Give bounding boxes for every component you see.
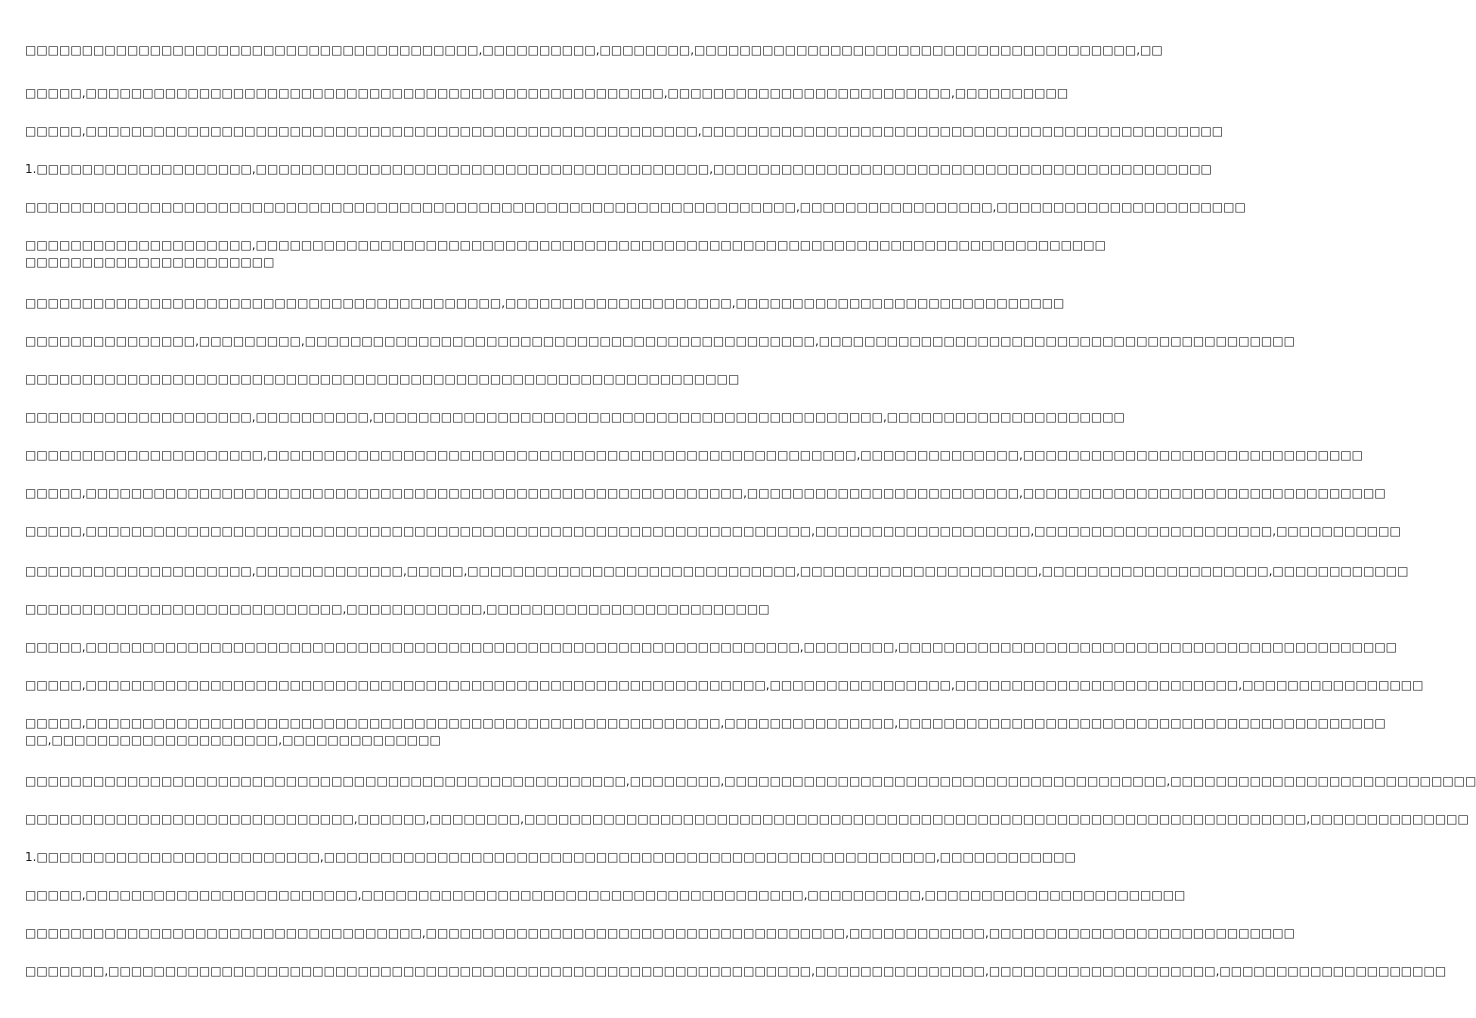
paragraph-1: □□□□□□□□□□□□□□□□□□□□□□□□□□□□□□□□□□□□□□□□,□□□□□□□□□□,□□□□□□□□,□□□□□□□□□□□□□□□□□□□□□□□□□□□□□□□□□□□□□□□,□□ [25, 43, 1163, 57]
paragraph-5: □□□□□□□□□□□□□□□□□□□□□□□□□□□□□□□□□□□□□□□□□□□□□□□□□□□□□□□□□□□□□□□□□□□□,□□□□□□□□□□□□□□□□□,□□□□□□□□□□□□□□□□□□□□□□ [25, 200, 1246, 214]
paragraph-24: □□□□□□□,□□□□□□□□□□□□□□□□□□□□□□□□□□□□□□□□□□□□□□□□□□□□□□□□□□□□□□□□□□□□□□,□□□□□□□□□□□□□□□,□□□□□□□□□□□□□□□□□□□□,□□□□□□□□□□□□□□□□□□□□ [25, 964, 1447, 978]
paragraph-6: □□□□□□□□□□□□□□□□□□□□,□□□□□□□□□□□□□□□□□□□□□□□□□□□□□□□□□□□□□□□□□□□□□□□□□□□□□□□□□□□□□□□□□□□□□□□□□□□ □□□□□□□□□□□□□□□□□□□□□□ [25, 238, 1106, 269]
paragraph-14: □□□□□□□□□□□□□□□□□□□□,□□□□□□□□□□□□□,□□□□□,□□□□□□□□□□□□□□□□□□□□□□□□□□□□□,□□□□□□□□□□□□□□□□□□□□□,□□□□□□□□□□□□□□□□□□□□,□□□□□□□□□□□□ [25, 564, 1409, 578]
paragraph-20: □□□□□□□□□□□□□□□□□□□□□□□□□□□□□,□□□□□□,□□□□□□□□,□□□□□□□□□□□□□□□□□□□□□□□□□□□□□□□□□□□□□□□□□□□□□□□□□□□□□□□□□□□□□□□□□□□□□,□□□□□□□□□□□□□□ [25, 812, 1469, 826]
paragraph-3: □□□□□,□□□□□□□□□□□□□□□□□□□□□□□□□□□□□□□□□□□□□□□□□□□□□□□□□□□□□□,□□□□□□□□□□□□□□□□□□□□□□□□□□□□□□□□□□□□□□□□□□□□□□ [25, 124, 1224, 138]
paragraph-7: □□□□□□□□□□□□□□□□□□□□□□□□□□□□□□□□□□□□□□□□□□,□□□□□□□□□□□□□□□□□□□□,□□□□□□□□□□□□□□□□□□□□□□□□□□□□□ [25, 296, 1065, 310]
paragraph-13: □□□□□,□□□□□□□□□□□□□□□□□□□□□□□□□□□□□□□□□□□□□□□□□□□□□□□□□□□□□□□□□□□□□□□□,□□□□□□□□□□□□□□□□□□□,□□□□□□□□□□□□□□□□□□□□□,□□□□□□□□□□□ [25, 524, 1401, 538]
paragraph-12: □□□□□,□□□□□□□□□□□□□□□□□□□□□□□□□□□□□□□□□□□□□□□□□□□□□□□□□□□□□□□□□□,□□□□□□□□□□□□□□□□□□□□□□□□,□□□□□□□□□□□□□□□□□□□□□□□□□□□□□□□□ [25, 486, 1386, 500]
paragraph-18: □□□□□,□□□□□□□□□□□□□□□□□□□□□□□□□□□□□□□□□□□□□□□□□□□□□□□□□□□□□□□□,□□□□□□□□□□□□□□□,□□□□□□□□□□□□□□□□□□□□□□□□□□□□□□□□□□□□□□□□□□□ □□,□□□□□□□□□□□□□□□□□□□□,□□□□□□□□□□□□□□ [25, 716, 1386, 747]
paragraph-21: 1.□□□□□□□□□□□□□□□□□□□□□□□□□,□□□□□□□□□□□□□□□□□□□□□□□□□□□□□□□□□□□□□□□□□□□□□□□□□□□□□□,□□□□□□□□□□□□ [25, 850, 1076, 864]
paragraph-11: □□□□□□□□□□□□□□□□□□□□□,□□□□□□□□□□□□□□□□□□□□□□□□□□□□□□□□□□□□□□□□□□□□□□□□□□□□,□□□□□□□□□□□□□□,□□□□□□□□□□□□□□□□□□□□□□□□□□□□□□ [25, 448, 1363, 462]
paragraph-23: □□□□□□□□□□□□□□□□□□□□□□□□□□□□□□□□□□□,□□□□□□□□□□□□□□□□□□□□□□□□□□□□□□□□□□□□□,□□□□□□□□□□□□,□□□□□□□□□□□□□□□□□□□□□□□□□□□ [25, 926, 1295, 940]
paragraph-17: □□□□□,□□□□□□□□□□□□□□□□□□□□□□□□□□□□□□□□□□□□□□□□□□□□□□□□□□□□□□□□□□□□,□□□□□□□□□□□□□□□□,□□□□□□□□□□□□□□□□□□□□□□□□□,□□□□□□□□□□□□□□□□ [25, 678, 1424, 692]
paragraph-9: □□□□□□□□□□□□□□□□□□□□□□□□□□□□□□□□□□□□□□□□□□□□□□□□□□□□□□□□□□□□□□□ [25, 372, 740, 386]
paragraph-4: 1.□□□□□□□□□□□□□□□□□□□,□□□□□□□□□□□□□□□□□□□□□□□□□□□□□□□□□□□□□□□□,□□□□□□□□□□□□□□□□□□□□□□□□□□□□□□□□□□□□□□□□□□□□ [25, 162, 1212, 176]
paragraph-22: □□□□□,□□□□□□□□□□□□□□□□□□□□□□□□,□□□□□□□□□□□□□□□□□□□□□□□□□□□□□□□□□□□□□□□,□□□□□□□□□□,□□□□□□□□□□□□□□□□□□□□□□□ [25, 888, 1186, 902]
paragraph-16: □□□□□,□□□□□□□□□□□□□□□□□□□□□□□□□□□□□□□□□□□□□□□□□□□□□□□□□□□□□□□□□□□□□□□,□□□□□□□□,□□□□□□□□□□□□□□□□□□□□□□□□□□□□□□□□□□□□□□□□□□□□ [25, 640, 1397, 654]
paragraph-10: □□□□□□□□□□□□□□□□□□□□,□□□□□□□□□□,□□□□□□□□□□□□□□□□□□□□□□□□□□□□□□□□□□□□□□□□□□□□□,□□□□□□□□□□□□□□□□□□□□□ [25, 410, 1125, 424]
paragraph-15: □□□□□□□□□□□□□□□□□□□□□□□□□□□□,□□□□□□□□□□□□,□□□□□□□□□□□□□□□□□□□□□□□□□ [25, 602, 770, 616]
paragraph-8: □□□□□□□□□□□□□□□,□□□□□□□□□,□□□□□□□□□□□□□□□□□□□□□□□□□□□□□□□□□□□□□□□□□□□□□,□□□□□□□□□□□□□□□□□□□□□□□□□□□□□□□□□□□□□□□□□□ [25, 334, 1295, 348]
paragraph-2: □□□□□,□□□□□□□□□□□□□□□□□□□□□□□□□□□□□□□□□□□□□□□□□□□□□□□□□□□,□□□□□□□□□□□□□□□□□□□□□□□□□,□□□□□□□□□□ [25, 86, 1069, 100]
paragraph-19: □□□□□□□□□□□□□□□□□□□□□□□□□□□□□□□□□□□□□□□□□□□□□□□□□□□□□,□□□□□□□□,□□□□□□□□□□□□□□□□□□□□□□□□□□□□□□□□□□□□□□□,□□□□□□□□□□□□□□□□□□□□□□□□□□□ [25, 774, 1476, 788]
